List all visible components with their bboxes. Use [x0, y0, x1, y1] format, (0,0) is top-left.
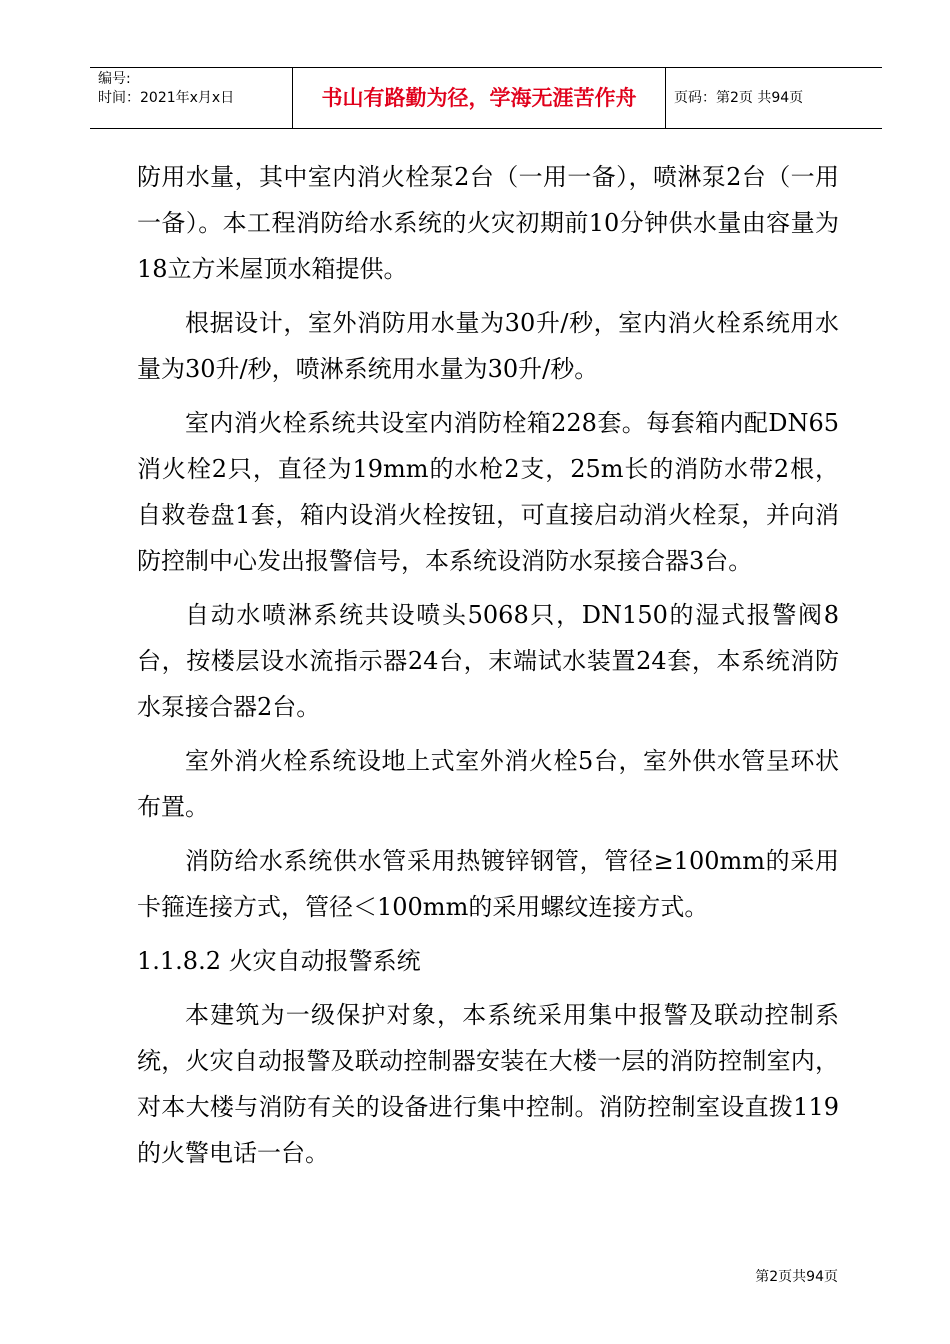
body-paragraph: 消防给水系统供水管采用热镀锌钢管，管径≥100mm的采用卡箍连接方式，管径＜100mm的采用螺纹连接方式。: [137, 847, 839, 921]
header-time-label: 时间：2021年x月x日: [98, 90, 235, 106]
body-paragraph: 室内消火栓系统共设室内消防栓箱228套。每套箱内配DN65消火栓2只，直径为19mm的水枪2支，25m长的消防水带2根，自救卷盘1套，箱内设消火栓按钮，可直接启动消火栓泵，并向消防控制中心发出报警信号，本系统设消防水泵接合器3台。: [137, 409, 839, 575]
body-paragraph: 本建筑为一级保护对象，本系统采用集中报警及联动控制系统，火灾自动报警及联动控制器安装在大楼一层的消防控制室内，对本大楼与消防有关的设备进行集中控制。消防控制室设直拨119的火警电话一台。: [137, 1001, 839, 1167]
header-page-info: 页码：第2页 共94页: [674, 90, 804, 106]
body-paragraph: 根据设计，室外消防用水量为30升/秒，室内消火栓系统用水量为30升/秒，喷淋系统用水量为30升/秒。: [137, 309, 839, 383]
body-paragraph-continued: 防用水量，其中室内消火栓泵2台（一用一备），喷淋泵2台（一用一备）。本工程消防给水系统的火灾初期前10分钟供水量由容量为18立方米屋顶水箱提供。: [137, 163, 839, 283]
header-motto: 书山有路勤为径，学海无涯苦作舟: [321, 86, 637, 110]
page-header: [90, 67, 882, 129]
body-paragraph: 自动水喷淋系统共设喷头5068只，DN150的湿式报警阀8台，按楼层设水流指示器24台，末端试水装置24套，本系统消防水泵接合器2台。: [137, 601, 839, 721]
header-number-label: 编号:: [98, 71, 131, 87]
page-footer: 第2页共94页: [755, 1269, 838, 1285]
section-heading: 1.1.8.2 火灾自动报警系统: [137, 947, 421, 975]
header-meta: [98, 70, 292, 108]
document-body: [137, 154, 839, 1184]
header-divider-right: [665, 68, 666, 128]
body-paragraph: 室外消火栓系统设地上式室外消火栓5台，室外供水管呈环状布置。: [137, 747, 839, 821]
